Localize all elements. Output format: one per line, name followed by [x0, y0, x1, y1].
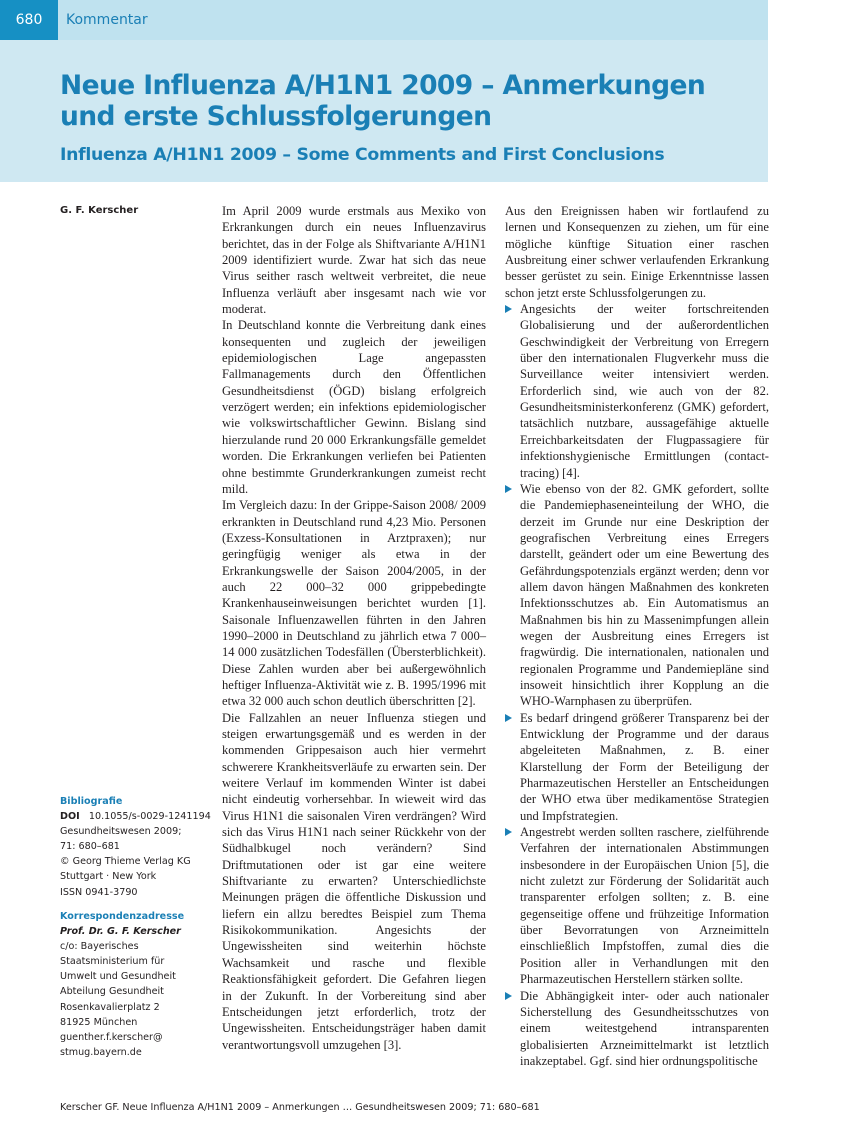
bibliography-heading: Bibliografie — [60, 796, 123, 807]
body-paragraph: Im Vergleich dazu: In der Grippe-Saison 2008/ 2009 erkrankten in Deutschland rund 4,23 Mio. Personen (Exzess-Konsultationen in Arztpraxen); nur geringfügig weniger als etwa in der Erkrankungswelle der Saison 2004/2005, in der auch 22 000–32 000 grippebedingte Krankenhauseinweisungen berichtet wurden [1]. Saisonale Influenzawellen führten in den Jahren 1990–2000 in Deutschland zu jährlich etwa 7 000–14 000 zusätzlichen Todesfällen (Übersterblichkeit). Diese Zahlen wurden aber bei außergewöhnlich heftiger Influenza-Aktivität wie z. B. 1995/1996 mit etwa 32 000 auch schon deutlich überschritten [2]. — [222, 498, 486, 709]
bullet-text: Angestrebt werden sollten raschere, zielführende Verfahren der internationalen Abstimmungen insbesondere in der Europäischen Union [5], die nicht zuletzt zur Förderung der Solidarität auch transparenter erfolgen sollten; z. B. eine gegenseitige offene und frühzeitige Information über Bevorratungen von Arzneimitteln einschließlich Impfstoffen, zumal dies die Position aller in Verhandlungen mit den Pharmazeutischen Herstellern stärken sollte. — [520, 825, 769, 987]
bullet-triangle-icon — [505, 305, 512, 313]
bibliography-line: © Georg Thieme Verlag KG — [60, 856, 191, 868]
bullet-item — [505, 710, 769, 824]
address-line: Umwelt und Gesundheit — [60, 971, 176, 983]
bibliography-line: Stuttgart · New York — [60, 871, 157, 883]
bibliography-line: ISSN 0941-3790 — [60, 886, 138, 898]
address-line: c/o: Bayerisches — [60, 941, 139, 953]
correspondence-heading: Korrespondenzadresse — [60, 911, 185, 922]
body-paragraph: Im April 2009 wurde erstmals aus Mexiko von Erkrankungen durch ein neues Influenzavirus berichtet, das in der Folge als Shiftvariante A/H1N1 2009 identifiziert wurde. Zwar hat sich das neue Virus seither rasch weltweit verbreitet, die neue Influenza verläuft aber insgesamt nach wie vor moderat. — [222, 204, 486, 317]
email-line: stmug.bayern.de — [60, 1046, 142, 1058]
doi-line — [60, 809, 210, 824]
section-label: Kommentar — [66, 12, 148, 28]
address-line: Rosenkavalierplatz 2 — [60, 1001, 160, 1013]
body-paragraph: In Deutschland konnte die Verbreitung dank eines konsequenten und zugleich der jeweiligen epidemiologischen Lage angepassten Fallmanagements durch den Öffentlichen Gesundheitsdienst (ÖGD) bislang erfolgreich verzögert werden; ein infektions epidemiologischer wie volkswirtschaftlicher Gewinn. Bislang sind hierzulande rund 20 000 Erkrankungsfälle gemeldet worden. Die Erkrankungen verliefen bei Patienten ohne bestimmte Grunderkrankungen zumeist recht mild. — [222, 318, 486, 496]
article-title-german: Neue Influenza A/H1N1 2009 – Anmerkungen und erste Schlussfolgerungen — [60, 70, 706, 132]
bullet-triangle-icon — [505, 992, 512, 1000]
correspondence-block — [60, 909, 210, 1060]
bullet-triangle-icon — [505, 485, 512, 493]
author-name: G. F. Kerscher — [60, 205, 139, 216]
doi-value: 10.1055/s-0029-1241194 — [88, 811, 211, 823]
body-column-middle — [222, 203, 486, 1053]
bullet-item — [505, 824, 769, 987]
body-paragraph: Aus den Ereignissen haben wir fortlaufend zu lernen und Konsequenzen zu ziehen, um für eine mögliche künftige Situation einer raschen Ausbreitung einer schwer verlaufenden Erkrankung besser gerüstet zu sein. Einige Erkenntnisse lassen schon jetzt erste Schlussfolgerungen zu. — [505, 204, 769, 300]
address-line: Abteilung Gesundheit — [60, 986, 164, 998]
email-line: guenther.f.kerscher@ — [60, 1031, 163, 1043]
doi-label: DOI — [60, 811, 80, 823]
article-title-english: Influenza A/H1N1 2009 – Some Comments and First Conclusions — [60, 145, 665, 165]
citation-footer: Kerscher GF. Neue Influenza A/H1N1 2009 – Anmerkungen … Gesundheitswesen 2009; 71: 680–681 — [60, 1102, 540, 1113]
bullet-triangle-icon — [505, 714, 512, 722]
bullet-text: Es bedarf dringend größerer Transparenz bei der Entwicklung der Programme und der daraus abgeleiteten Maßnahmen, z. B. einer Klarstellung der Form der Beteiligung der Pharmazeutischen Hersteller an Entscheidungen der WHO etwa über medikamentöse Strategien und Impfstrategien. — [520, 710, 769, 823]
bullet-text: Die Abhängigkeit inter- oder auch nationaler Sicherstellung des Gesundheitsschutzes von einem weitestgehend intransparenten globalisierten Arzneimittelmarkt ist letztlich inakzeptabel. Ggf. sind hier ordnungspolitische — [520, 988, 769, 1068]
bullet-item — [505, 301, 769, 481]
bibliography-line: Gesundheitswesen 2009; — [60, 826, 182, 838]
page-number: 680 — [0, 0, 58, 40]
body-column-right — [505, 203, 769, 1069]
address-line: Staatsministerium für — [60, 956, 165, 968]
bibliography-line: 71: 680–681 — [60, 841, 120, 853]
bullet-text: Angesichts der weiter fortschreitenden Globalisierung und der außerordentlichen Geschwindigkeit der Verbreitung von Erregern über den internationalen Flugverkehr muss die Surveillance weiter intensiviert werden. Erforderlich sind, wie auch von der 82. Gesundheitsministerkonferenz (GMK) gefordert, tatsächlich nutzbare, aussagefähige aktuelle Erreichbarkeitsdaten der Flugpassagiere für infektionshygienische Ermittlungen (contact-tracing) [4]. — [520, 302, 769, 480]
bullet-triangle-icon — [505, 828, 512, 836]
body-paragraph: Die Fallzahlen an neuer Influenza stiegen und steigen erwartungsgemäß und es werden in der kommenden Grippesaison auch hier vermehrt schwerere Krankheitsverläufe zu erwarten sein. Der weitere Verlauf im kommenden Winter ist dabei nicht eindeutig vorhersehbar. In wieweit wird das Virus H1N1 die saisonalen Viren verdrängen? Wird sich das Virus H1N1 nach seiner Rückkehr von der Südhalbkugel noch verändern? Sind Driftmutationen oder ist gar eine weitere Shiftvariante zu erwarten? Unterschiedlichste Meinungen prägen die öffentliche Diskussion und liefern ein allzu beredtes Beispiel zum Thema Risikokommunikation. Angesichts der Ungewissheiten sind weiterhin höchste Wachsamkeit und rasche und flexible Reaktionsfähigkeit gefordert. Die Gefahren liegen in der Zukunft. In der Vorbereitung sind aber Entscheidungen jetzt erforderlich, trotz der Ungewissheiten. Entscheidungsträger haben damit verantwortungsvoll umzugehen [3]. — [222, 710, 486, 1052]
correspondence-name: Prof. Dr. G. F. Kerscher — [60, 926, 181, 938]
bibliography-block — [60, 794, 210, 900]
address-line: 81925 München — [60, 1016, 138, 1028]
bullet-item — [505, 988, 769, 1070]
bullet-text: Wie ebenso von der 82. GMK gefordert, sollte die Pandemiephaseneinteilung der WHO, die derzeit im Grunde nur eine Deskription der geografischen Verbreitung eines Erregers darstellt, geändert oder um eine Bewertung des Gefährdungspotenzials ergänzt werden; denn vor allem davon hängen Maßnahmen des konkreten Infektionsschutzes ab. Ein Automatismus an Maßnahmen bis hin zu Massenimpfungen allein wegen der Ausbreitung eines Erregers ist fragwürdig. Die internationalen, nationalen und regionalen Programme und Pandemiepläne sind insoweit hinsichtlich ihrer Kopplung an die WHO-Warnphasen zu überprüfen. — [520, 481, 769, 709]
bullet-item — [505, 481, 769, 710]
